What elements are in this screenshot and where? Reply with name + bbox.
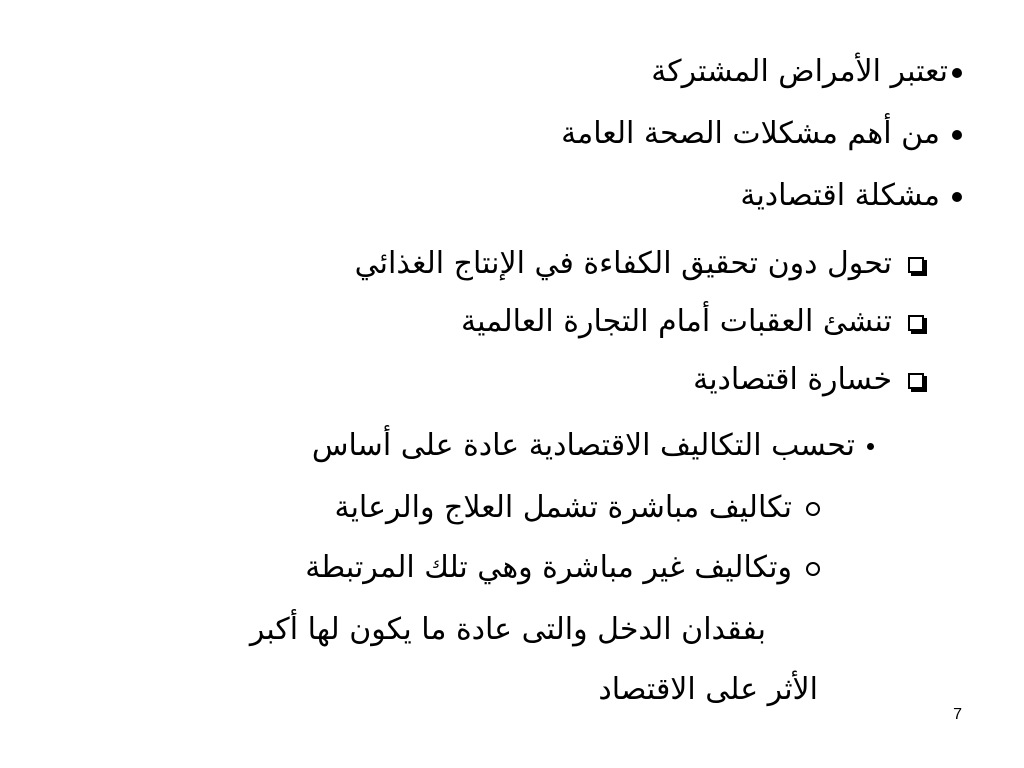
bullet-item (740, 176, 962, 216)
bullet-dot-icon (952, 130, 962, 140)
bullet-item (561, 114, 962, 154)
sub-bullet-item (693, 360, 924, 400)
sub-bullet-text: تنشئ العقبات أمام التجارة العالمية (461, 304, 892, 339)
page-number: 7 (953, 706, 962, 723)
bullet-text: من أهم مشكلات الصحة العامة (561, 116, 940, 151)
bullet-dot-icon (952, 192, 962, 202)
small-dot-bullet-icon (867, 443, 874, 450)
bullet-text: تعتبر الأمراض المشتركة (651, 54, 948, 89)
continuation-line (598, 670, 818, 710)
continuation-text: الأثر على الاقتصاد (598, 672, 818, 707)
continuation-text: بفقدان الدخل والتى عادة ما يكون لها أكبر (249, 612, 766, 647)
sub-bullet-item (355, 244, 924, 284)
bullet-text: مشكلة اقتصادية (740, 178, 940, 213)
bullet-item (651, 52, 962, 92)
sub-sub-bullet-text: تحسب التكاليف الاقتصادية عادة على أساس (311, 428, 855, 463)
sub-bullet-text: خسارة اقتصادية (693, 362, 892, 397)
sub-bullet-text: تحول دون تحقيق الكفاءة في الإنتاج الغذائي (354, 246, 892, 281)
square-bullet-icon (908, 315, 924, 331)
level4-bullet-item (305, 548, 820, 588)
hollow-circle-bullet-icon (806, 502, 820, 516)
square-bullet-icon (908, 373, 924, 389)
square-bullet-icon (908, 257, 924, 273)
bullet-dot-icon (952, 68, 962, 78)
level4-bullet-text: تكاليف مباشرة تشمل العلاج والرعاية (334, 490, 792, 525)
level4-bullet-text: وتكاليف غير مباشرة وهي تلك المرتبطة (305, 550, 792, 585)
sub-sub-bullet-item (312, 426, 874, 466)
hollow-circle-bullet-icon (806, 562, 820, 576)
sub-bullet-item (461, 302, 924, 342)
continuation-line (250, 610, 766, 650)
level4-bullet-item (335, 488, 821, 528)
